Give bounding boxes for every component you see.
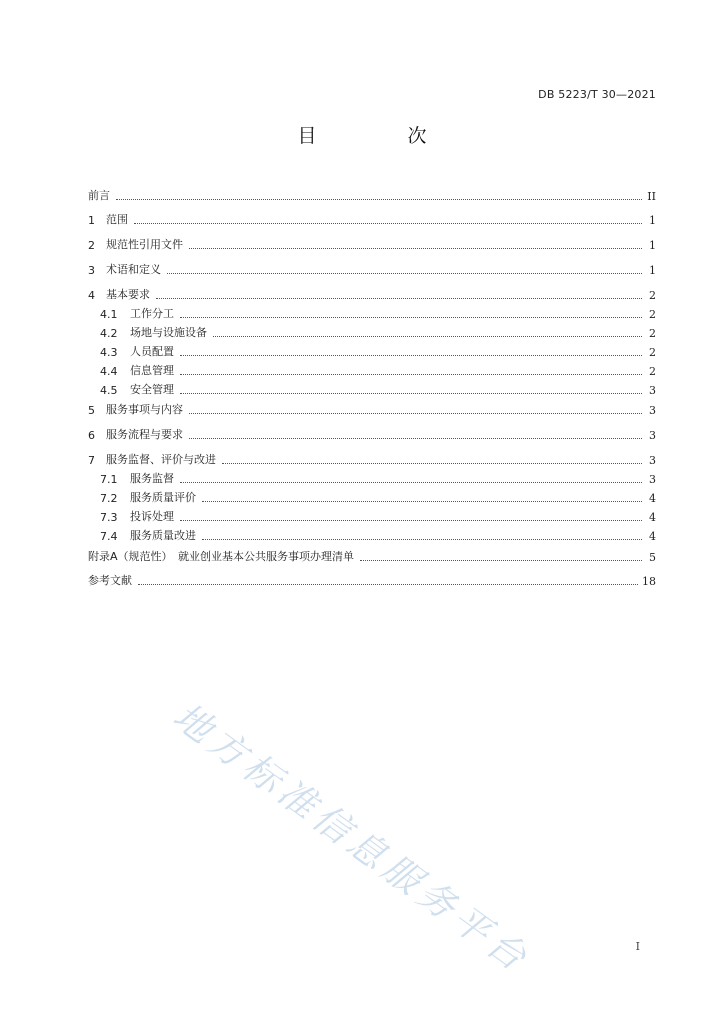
toc-entry-number: 7.4	[100, 530, 118, 543]
toc-entry-number: 1	[88, 214, 95, 227]
toc-entry[interactable]	[88, 209, 656, 227]
toc-entry-label: 术语和定义	[106, 263, 161, 276]
toc-entry-page: 4	[649, 492, 656, 505]
toc-leader-dots	[180, 341, 642, 356]
toc-leader-dots	[180, 303, 642, 318]
toc-entry-label: 服务事项与内容	[106, 403, 183, 416]
page-title: 目 次	[297, 125, 463, 147]
toc-entry[interactable]	[88, 284, 656, 302]
toc-entry-page: 3	[649, 473, 656, 486]
toc-entry-number: 3	[88, 264, 95, 277]
toc-leader-dots	[134, 209, 642, 224]
toc-entry-label: 附录A（规范性） 就业创业基本公共服务事项办理清单	[88, 550, 355, 563]
toc-entry[interactable]	[100, 468, 656, 486]
toc-entry-page: 1	[649, 239, 656, 252]
toc-entry[interactable]	[100, 379, 656, 397]
toc-entry-number: 2	[88, 239, 95, 252]
toc-entry-number: 5	[88, 404, 95, 417]
toc-entry-number: 7.1	[100, 473, 118, 486]
toc-entry-label: 安全管理	[130, 383, 174, 396]
toc-entry[interactable]	[88, 399, 656, 417]
toc-entry[interactable]	[100, 525, 656, 543]
toc-entry-label: 服务质量改进	[130, 529, 196, 542]
toc-entry-page: 3	[649, 404, 656, 417]
toc-leader-dots	[138, 570, 638, 585]
toc-leader-dots	[213, 322, 642, 337]
toc-entry-page: 5	[649, 551, 656, 564]
toc-entry-page: 4	[649, 511, 656, 524]
toc-leader-dots	[202, 487, 642, 502]
toc-entry[interactable]	[88, 185, 656, 203]
toc-entry-label: 参考文献	[88, 574, 132, 587]
toc-entry-page: 3	[649, 454, 656, 467]
toc-entry-label: 前言	[88, 189, 110, 202]
toc-entry-label: 服务流程与要求	[106, 428, 183, 441]
toc-leader-dots	[180, 360, 642, 375]
toc-leader-dots	[156, 284, 642, 299]
toc-leader-dots	[222, 449, 642, 464]
toc-entry-number: 7.2	[100, 492, 118, 505]
toc-entry-page: 2	[649, 327, 656, 340]
toc-entry-label: 服务监督、评价与改进	[106, 453, 216, 466]
toc-entry[interactable]	[100, 487, 656, 505]
toc-entry-number: 4.3	[100, 346, 118, 359]
toc-leader-dots	[360, 546, 642, 561]
toc-entry-label: 人员配置	[130, 345, 174, 358]
document-code: DB 5223/T 30—2021	[538, 88, 656, 101]
toc-entry-number: 7	[88, 454, 95, 467]
toc-entry-label: 服务监督	[130, 472, 174, 485]
toc-entry-label: 基本要求	[106, 288, 150, 301]
toc-entry-page: 18	[642, 575, 656, 588]
toc-entry-label: 范围	[106, 213, 128, 226]
toc-leader-dots	[116, 185, 642, 200]
toc-entry-page: 1	[649, 214, 656, 227]
toc-entry[interactable]	[88, 234, 656, 252]
toc-entry-page: 4	[649, 530, 656, 543]
toc-entry[interactable]	[100, 506, 656, 524]
toc-entry[interactable]	[88, 570, 656, 588]
toc-entry-page: 2	[649, 308, 656, 321]
toc-entry-label: 信息管理	[130, 364, 174, 377]
toc-leader-dots	[180, 379, 642, 394]
toc-leader-dots	[167, 259, 642, 274]
toc-leader-dots	[189, 424, 642, 439]
toc-entry-page: 3	[649, 429, 656, 442]
toc-leader-dots	[202, 525, 642, 540]
toc-entry[interactable]	[88, 424, 656, 442]
toc-leader-dots	[189, 399, 642, 414]
toc-leader-dots	[189, 234, 642, 249]
toc-entry[interactable]	[100, 322, 656, 340]
toc-entry-label: 工作分工	[130, 307, 174, 320]
toc-entry[interactable]	[88, 449, 656, 467]
toc-entry-number: 6	[88, 429, 95, 442]
toc-entry-label: 服务质量评价	[130, 491, 196, 504]
watermark: 地方标准信息服务平台	[165, 694, 539, 982]
toc-entry-page: II	[647, 190, 656, 203]
toc-entry-number: 4	[88, 289, 95, 302]
toc-entry-page: 2	[649, 289, 656, 302]
toc-leader-dots	[180, 506, 642, 521]
toc-entry-page: 1	[649, 264, 656, 277]
toc-entry-number: 4.4	[100, 365, 118, 378]
toc-entry-number: 7.3	[100, 511, 118, 524]
toc-entry-label: 投诉处理	[130, 510, 174, 523]
toc-entry-page: 2	[649, 365, 656, 378]
toc-entry-number: 4.1	[100, 308, 118, 321]
toc-entry[interactable]	[100, 360, 656, 378]
toc-entry[interactable]	[100, 303, 656, 321]
toc-leader-dots	[180, 468, 642, 483]
toc-entry[interactable]	[88, 259, 656, 277]
toc-entry-label: 场地与设施设备	[130, 326, 207, 339]
page-number: I	[635, 940, 640, 953]
toc-entry[interactable]	[88, 546, 656, 564]
toc-entry-number: 4.2	[100, 327, 118, 340]
toc-entry-number: 4.5	[100, 384, 118, 397]
toc-entry[interactable]	[100, 341, 656, 359]
toc-entry-label: 规范性引用文件	[106, 238, 183, 251]
toc-entry-page: 2	[649, 346, 656, 359]
toc-entry-page: 3	[649, 384, 656, 397]
